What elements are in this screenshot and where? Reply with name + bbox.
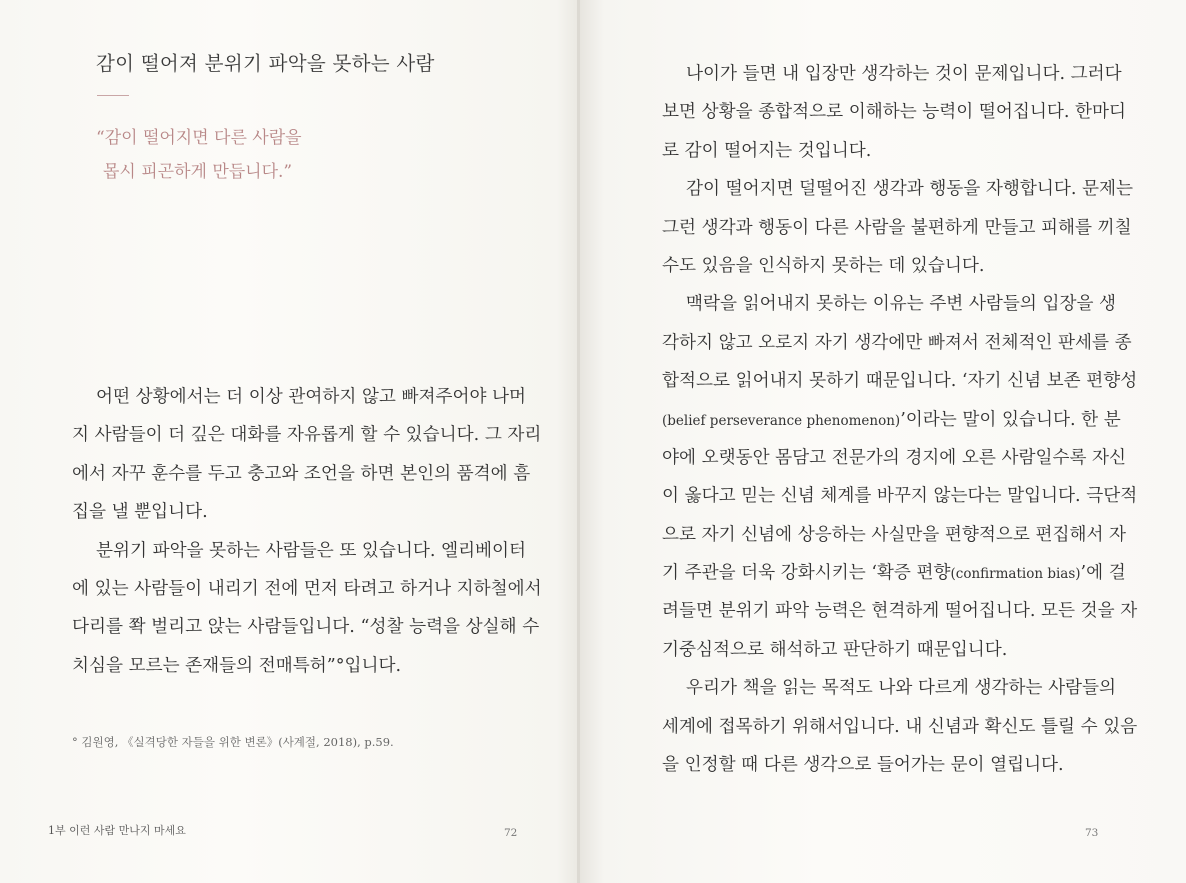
- text-line: 수도 있음을 인식하지 못하는 데 있습니다.: [662, 255, 985, 276]
- text-line: 보면 상황을 종합적으로 이해하는 능력이 떨어집니다. 한마디: [662, 102, 1127, 123]
- latin-term: (confirmation bias): [950, 566, 1081, 583]
- text-line-with-latin: [662, 401, 1121, 439]
- text-line: 나이가 들면 내 입장만 생각하는 것이 문제입니다. 그러다: [686, 64, 1122, 84]
- text-line: 분위기 파악을 못하는 사람들은 또 있습니다. 엘리베이터: [96, 540, 527, 561]
- text-line: 집을 낼 뿐입니다.: [72, 502, 208, 523]
- left-page: [0, 0, 580, 883]
- quote-line: 몹시 피곤하게 만듭니다.”: [103, 162, 293, 182]
- text-line: 그런 생각과 행동이 다른 사람을 불편하게 만들고 피해를 끼칠: [662, 217, 1132, 238]
- text-line: 감이 떨어지면 덜떨어진 생각과 행동을 자행합니다. 문제는: [686, 179, 1134, 200]
- latin-term: (belief perseverance phenomenon): [662, 412, 901, 429]
- text-line: 우리가 책을 읽는 목적도 나와 다르게 생각하는 사람들의: [686, 678, 1117, 699]
- text-line: 려들면 분위기 파악 능력은 현격하게 떨어집니다. 모든 것을 자: [662, 601, 1138, 622]
- text-line: 지 사람들이 더 깊은 대화를 자유롭게 할 수 있습니다. 그 자리: [72, 425, 542, 446]
- text-line: 세계에 접목하기 위해서입니다. 내 신념과 확신도 틀릴 수 있음: [662, 716, 1138, 737]
- text-line: 다리를 쫙 벌리고 앉는 사람들입니다. “성찰 능력을 상실해 수: [72, 617, 540, 638]
- text-line: 어떤 상황에서는 더 이상 관여하지 않고 빠져주어야 나머: [96, 387, 527, 407]
- pull-quote: [96, 121, 302, 189]
- text-line: 야에 오랫동안 몸담고 전문가의 경지에 오른 사람일수록 자신: [662, 447, 1127, 468]
- page-number: 73: [1085, 827, 1099, 839]
- text-line: 에 있는 사람들이 내리기 전에 먼저 타려고 하거나 지하철에서: [72, 578, 542, 599]
- left-body-text: [72, 378, 542, 685]
- text-line-with-latin: [662, 554, 1126, 592]
- text-line: 이 옳다고 믿는 신념 체계를 바꾸지 않는다는 말입니다. 극단적: [662, 486, 1138, 507]
- text-line: 합적으로 읽어내지 못하기 때문입니다. ‘자기 신념 보존 편향성: [662, 371, 1138, 392]
- title-divider: [97, 95, 129, 96]
- right-body-text: [662, 55, 1138, 784]
- text-line: 으로 자기 신념에 상응하는 사실만을 편향적으로 편집해서 자: [662, 524, 1127, 545]
- text-line: 각하지 않고 오로지 자기 생각에만 빠져서 전체적인 판세를 종: [662, 332, 1132, 353]
- text-fragment: ’에 걸: [1080, 563, 1126, 584]
- running-footer: 1부 이런 사람 만나지 마세요: [48, 824, 186, 837]
- quote-line: “감이 떨어지면 다른 사람을: [96, 128, 302, 148]
- text-line: 을 인정할 때 다른 생각으로 들어가는 문이 열립니다.: [662, 755, 1064, 776]
- text-fragment: 기 주관을 더욱 강화시키는 ‘확증 편향: [662, 563, 951, 584]
- text-line: 로 감이 떨어지는 것입니다.: [662, 140, 872, 161]
- text-fragment: ’이라는 말이 있습니다. 한 분: [900, 409, 1121, 430]
- text-line: 에서 자꾸 훈수를 두고 충고와 조언을 하면 본인의 품격에 흠: [72, 463, 531, 484]
- footnote: ° 김원영, 《실격당한 자들을 위한 변론》(사계절, 2018), p.59.: [72, 735, 394, 749]
- text-line: 치심을 모르는 존재들의 전매특허”°입니다.: [72, 655, 402, 676]
- page-number: 72: [504, 827, 518, 839]
- chapter-title: 감이 떨어져 분위기 파악을 못하는 사람: [96, 52, 435, 75]
- text-line: 맥락을 읽어내지 못하는 이유는 주변 사람들의 입장을 생: [686, 294, 1117, 315]
- text-line: 기중심적으로 해석하고 판단하기 때문입니다.: [662, 639, 1008, 660]
